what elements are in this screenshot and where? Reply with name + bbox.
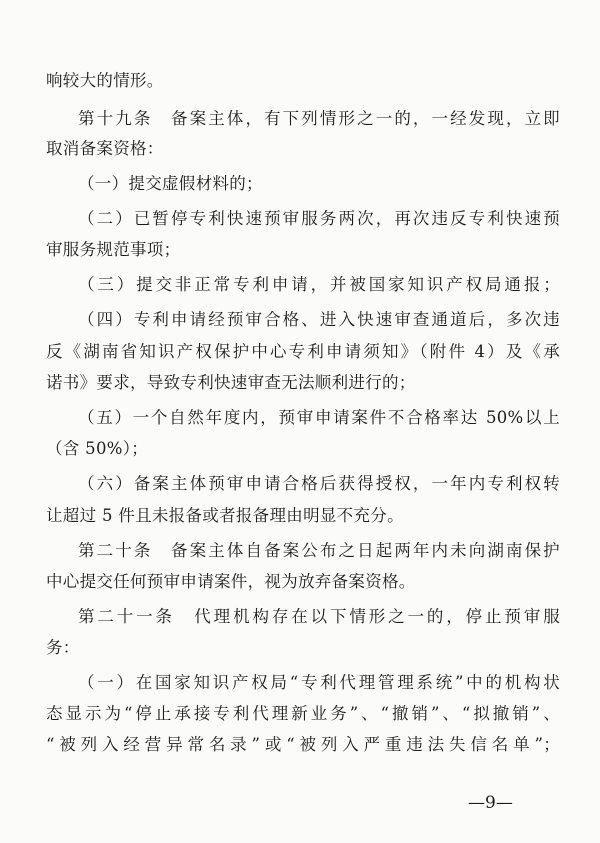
text-line: （一）在国家知识产权局“专利代理管理系统”中的机构状 xyxy=(78,673,560,692)
text-line: 取消备案资格： xyxy=(46,139,164,158)
text-line: （二）已暂停专利快速预审服务两次，再次违反专利快速预 xyxy=(78,209,560,228)
text-line: 让超过 5 件且未报备或者报备理由明显不充分。 xyxy=(46,506,404,525)
text-line: 中心提交任何预审申请案件，视为放弃备案资格。 xyxy=(46,572,416,591)
text-line: 反《湖南省知识产权保护中心专利申请须知》（附件 4）及《承 xyxy=(46,342,560,361)
text-line: 审服务规范事项； xyxy=(46,240,181,259)
text-line: （三）提交非正常专利申请，并被国家知识产权局通报； xyxy=(78,275,560,294)
text-line: （含 50%）； xyxy=(46,439,149,458)
text-line: 响较大的情形。 xyxy=(46,71,164,90)
page-number: —9— xyxy=(468,793,513,813)
text-line: 第二十一条 代理机构存在以下情形之一的，停止预审服 xyxy=(78,607,560,626)
text-line: （一）提交虚假材料的； xyxy=(78,174,263,193)
text-line: （六）备案主体预审申请合格后获得授权，一年内专利权转 xyxy=(78,474,560,493)
text-line: （四）专利申请经预审合格、进入快速审查通道后，多次违 xyxy=(78,310,560,329)
text-line: 态显示为“停止承接专利代理新业务”、“撤销”、“拟撤销”、 xyxy=(46,704,560,723)
text-line: 诺书》要求，导致专利快速审查无法顺利进行的； xyxy=(46,373,416,392)
text-line: 第二十条 备案主体自备案公布之日起两年内未向湖南保护 xyxy=(78,541,560,560)
text-line: （五）一个自然年度内，预审申请案件不合格率达 50%以上 xyxy=(78,408,560,427)
text-line: 第十九条 备案主体，有下列情形之一的，一经发现，立即 xyxy=(78,109,560,128)
text-line: “被列入经营异常名录”或“被列入严重违法失信名单”； xyxy=(46,735,560,754)
text-line: 务： xyxy=(46,638,80,657)
